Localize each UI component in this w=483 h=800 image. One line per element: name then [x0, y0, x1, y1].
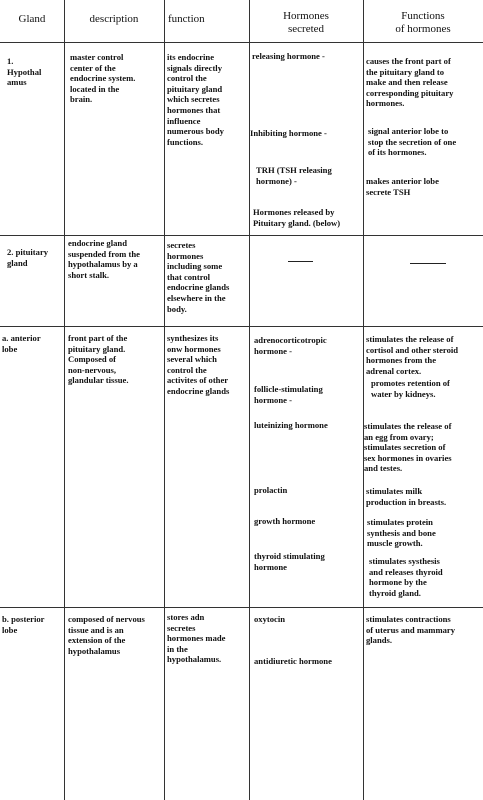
header-gland: Gland	[18, 13, 46, 25]
row-posterior-hormone-2: antidiuretic hormone	[254, 656, 332, 666]
row-hypothalamus-hormone-function-1: causes the front part of the pituitary gland to make and then release corresponding pituitary hormones.	[366, 56, 454, 109]
row-hypothalamus-hormone-function-2: signal anterior lobe to stop the secretion of one of its hormones.	[368, 126, 457, 158]
row-anterior-hormone-2: follicle-stimulating hormone -	[254, 384, 323, 405]
row-anterior-hormone-function-1: stimulates the release of cortisol and other steroid hormones from the adrenal cortex.	[366, 334, 459, 376]
row-anterior-hormone-4: prolactin	[254, 485, 288, 495]
column-divider	[64, 0, 65, 800]
row-divider	[0, 607, 483, 608]
header-hormones-secreted: Hormones secreted	[283, 10, 329, 35]
row-anterior-hormone-function-2: promotes retention of water by kidneys.	[371, 378, 450, 399]
row-hypothalamus-hormone-2: Inhibiting hormone -	[250, 128, 327, 138]
row-hypothalamus-hormone-function-3: makes anterior lobe secrete TSH	[366, 176, 439, 197]
header-function: function	[168, 13, 205, 25]
row-pituitary-description: endocrine gland suspended from the hypothalamus by a short stalk.	[68, 238, 140, 280]
empty-hormones-dash	[288, 261, 313, 262]
row-hypothalamus-function: its endocrine signals directly control the pituitary gland which secretes hormones that influence numerous body functions.	[167, 52, 224, 147]
row-pituitary-function: secretes hormones including some that control endocrine glands elsewhere in the body.	[167, 240, 230, 314]
row-posterior-gland: b. posterior lobe	[2, 614, 45, 635]
row-anterior-hormone-function-5: stimulates protein synthesis and bone muscle growth.	[367, 517, 436, 549]
row-hypothalamus-hormone-3: TRH (TSH releasing hormone) -	[256, 165, 332, 186]
row-posterior-description: composed of nervous tissue and is an extension of the hypothalamus	[68, 614, 145, 656]
row-posterior-function: stores adn secretes hormones made in the hypothalamus.	[167, 612, 226, 665]
row-anterior-description: front part of the pituitary gland. Composed of non-nervous, glandular tissue.	[68, 333, 129, 386]
row-anterior-hormone-function-4: stimulates milk production in breasts.	[366, 486, 447, 507]
column-divider	[164, 0, 165, 800]
row-posterior-hormone-1: oxytocin	[254, 614, 286, 624]
row-anterior-hormone-3: luteinizing hormone	[254, 420, 328, 430]
row-anterior-hormone-1: adrenocorticotropic hormone -	[254, 335, 327, 356]
row-divider	[0, 235, 483, 236]
row-posterior-hormone-function-1: stimulates contractions of uterus and mammary glands.	[366, 614, 456, 646]
row-pituitary-gland: 2. pituitary gland	[7, 247, 49, 268]
row-anterior-hormone-6: thyroid stimulating hormone	[254, 551, 325, 572]
header-functions-of-hormones: Functions of hormones	[395, 10, 451, 35]
row-anterior-hormone-5: growth hormone	[254, 516, 316, 526]
row-hypothalamus-hormone-1: releasing hormone -	[252, 51, 325, 61]
row-anterior-function: synthesizes its onw hormones several which control the activites of other endocrine glands	[167, 333, 230, 396]
column-divider	[363, 0, 364, 800]
row-hypothalamus-hormone-4: Hormones released by Pituitary gland. (below)	[253, 207, 341, 228]
row-anterior-hormone-function-3: stimulates the release of an egg from ovary; stimulates secretion of sex hormones in ovaries and testes.	[364, 421, 452, 474]
row-divider	[0, 42, 483, 43]
row-anterior-hormone-function-6: stimulates systhesis and releases thyroid hormone by the thyroid gland.	[369, 556, 443, 598]
row-hypothalamus-description: master control center of the endocrine system. located in the brain.	[70, 52, 136, 105]
header-description: description	[89, 13, 139, 25]
empty-functions-dash	[410, 263, 446, 264]
row-anterior-gland: a. anterior lobe	[2, 333, 41, 354]
column-divider	[249, 0, 250, 800]
row-hypothalamus-gland: 1. Hypothal amus	[7, 56, 42, 88]
row-divider	[0, 326, 483, 327]
